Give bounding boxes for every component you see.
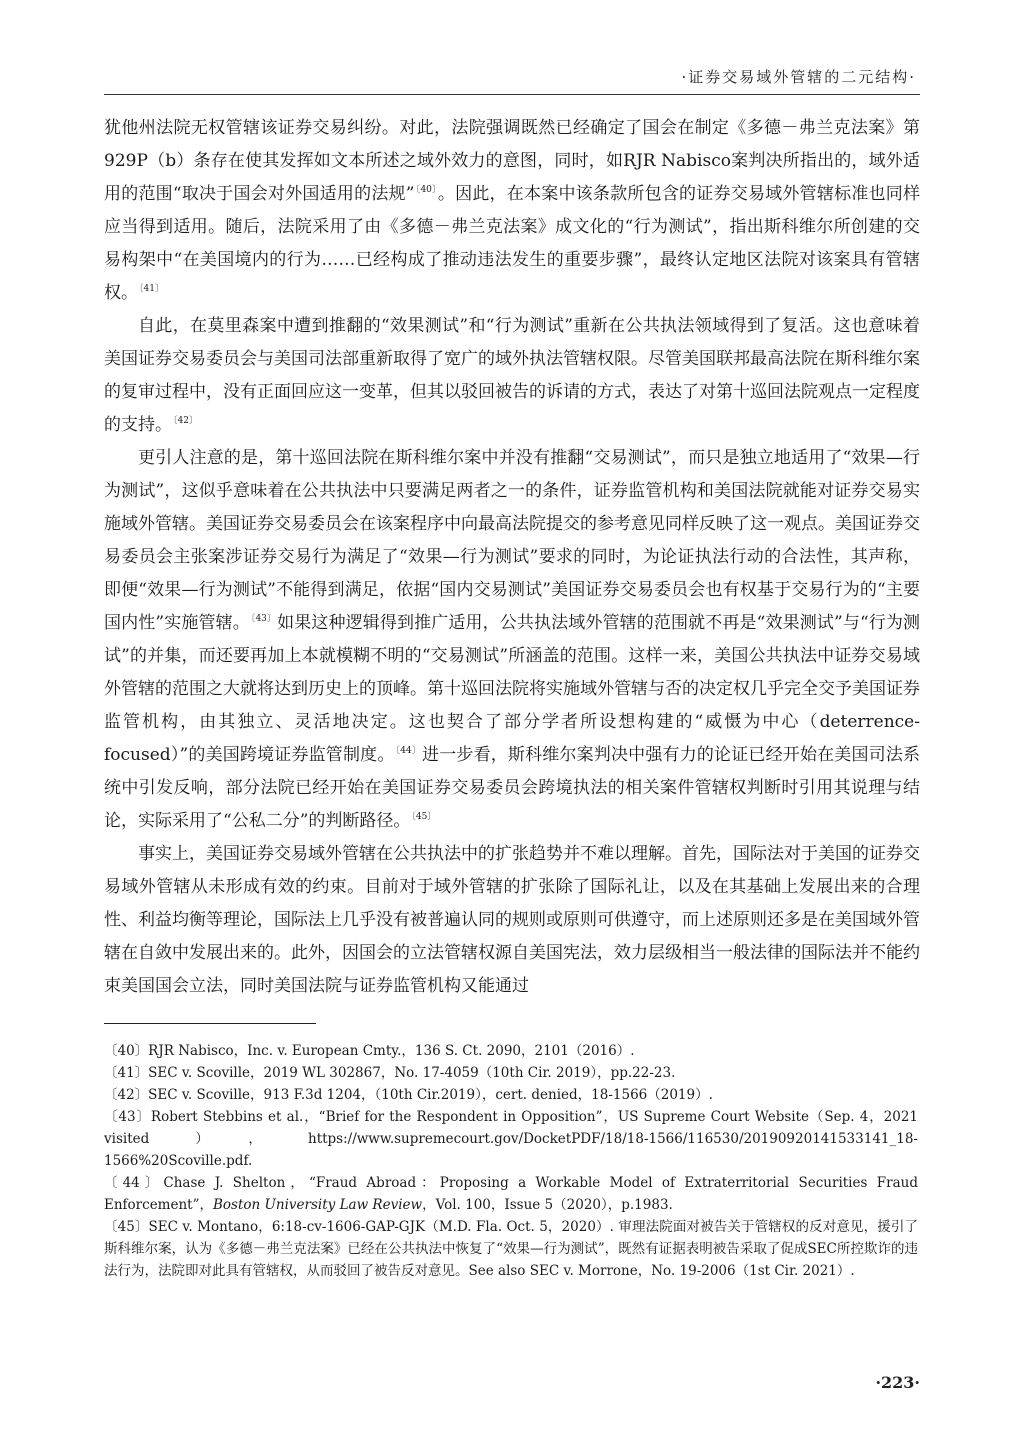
- running-header: [104, 64, 920, 95]
- footnote-ref[interactable]: 〔45〕: [411, 812, 437, 823]
- paragraph: [104, 310, 920, 442]
- paragraph-text: 进一步看，斯科维尔案判决中强有力的论证已经开始在美国司法系统中引发反响，部分法院已经开始在美国证券交易委员会跨境执法的相关案件管辖权判断时引用其说理与结论，实际采用了“公私二分”的判断路径。: [104, 745, 921, 831]
- paragraph-text: 事实上，美国证券交易域外管辖在公共执法中的扩张趋势并不难以理解。首先，国际法对于美国的证券交易域外管辖从未形成有效的约束。目前对于域外管辖的扩张除了国际礼让，以及在其基础上发展出来的合理性、利益均衡等理论，国际法上几乎没有被普遍认同的规则或原则可供遵守，而上述原则还多是在美国域外管辖在自敛中发展出来的。此外，因国会的立法管辖权源自美国宪法，效力层级相当一般法律的国际法并不能约束美国国会立法，同时美国法院与证券监管机构又能通过: [104, 844, 920, 996]
- footnote-ref[interactable]: 〔40〕: [415, 185, 437, 196]
- running-header-title: ·证券交易域外管辖的二元结构·: [681, 68, 916, 86]
- paragraph-text: 自此，在莫里森案中遭到推翻的“效果测试”和“行为测试”重新在公共执法领域得到了复活。这也意味着美国证券交易委员会与美国司法部重新取得了宽广的域外执法管辖权限。尽管美国联邦最高法院在斯科维尔案的复审过程中，没有正面回应这一变革，但其以驳回被告的诉请的方式，表达了对第十巡回法院观点一定程度的支持。: [104, 316, 920, 435]
- footnote-text: ，Vol. 100，Issue 5（2020），p.1983.: [422, 1197, 673, 1213]
- footnote-42: 〔42〕SEC v. Scoville，913 F.3d 1204，（10th Cir.2019），cert. denied，18-1566（2019）.: [104, 1087, 713, 1103]
- footnote-40: 〔40〕RJR Nabisco，Inc. v. European Cmty.，136 S. Ct. 2090，2101（2016）.: [104, 1043, 635, 1059]
- paragraph-text: 犹他州法院无权管辖该证券交易纠纷。对此，法院强调既然已经确定了国会在制定《多德－弗兰克法案》第929P（b）条存在使其发挥如文本所述之域外效力的意图，同时，如RJR Nabisco案判决所指出的，域外适用的范围“取决于国会对外国适用的法规”: [104, 118, 920, 204]
- footnote-ref[interactable]: 〔44〕: [395, 746, 422, 757]
- footnote-43: 〔43〕Robert Stebbins et al.，“Brief for the Respondent in Opposition”，US Supreme Court Website（Sep. 4，2021 visited），https://www.supremecourt.gov/DocketPDF/18/18-1566/116530/20190920141533141_18-1566%20Scoville.pdf.: [104, 1109, 918, 1169]
- paragraph: [104, 838, 920, 1003]
- footnote-text: 〔44〕Chase J. Shelton，“Fraud Abroad：Proposing a Workable Model of Extraterritorial Securities Fraud Enforcement”，: [104, 1175, 918, 1213]
- footnote-44: [104, 1172, 918, 1216]
- footnotes: [104, 1040, 918, 1282]
- footnote-ref[interactable]: 〔43〕: [250, 614, 277, 625]
- footnote-ref[interactable]: 〔41〕: [139, 284, 164, 295]
- journal-title: Boston University Law Review: [213, 1197, 423, 1213]
- paragraph-text: 。因此，在本案中该条款所包含的证券交易域外管辖标准也同样应当得到适用。随后，法院采用了由《多德－弗兰克法案》成文化的“行为测试”，指出斯科维尔所创建的交易构架中“在美国境内的行为……已经构成了推动违法发生的重要步骤”，最终认定地区法院对该案具有管辖权。: [104, 184, 921, 303]
- page-number: ·223·: [875, 1373, 920, 1392]
- paragraph: [104, 112, 920, 310]
- paragraph-text: 更引人注意的是，第十巡回法院在斯科维尔案中并没有推翻“交易测试”，而只是独立地适用了“效果—行为测试”，这似乎意味着在公共执法中只要满足两者之一的条件，证券监管机构和美国法院就能对证券交易实施域外管辖。美国证券交易委员会在该案程序中向最高法院提交的参考意见同样反映了这一观点。美国证券交易委员会主张案涉证券交易行为满足了“效果—行为测试”要求的同时，为论证执法行动的合法性，其声称，即便“效果—行为测试”不能得到满足，依据“国内交易测试”美国证券交易委员会也有权基于交易行为的“主要国内性”实施管辖。: [104, 448, 920, 633]
- paragraph-text: 如果这种逻辑得到推广适用，公共执法域外管辖的范围就不再是“效果测试”与“行为测试”的并集，而还要再加上本就模糊不明的“交易测试”所涵盖的范围。这样一来，美国公共执法中证券交易域外管辖的范围之大就将达到历史上的顶峰。第十巡回法院将实施域外管辖与否的决定权几乎完全交予美国证券监管机构，由其独立、灵活地决定。这也契合了部分学者所设想构建的“威慑为中心（deterrence-focused）”的美国跨境证券监管制度。: [104, 613, 921, 765]
- footnote-45: 〔45〕SEC v. Montano，6:18-cv-1606-GAP-GJK（M.D. Fla. Oct. 5，2020）. 审理法院面对被告关于管辖权的反对意见，援引了斯科维尔案，认为《多德－弗兰克法案》已经在公共执法中恢复了“效果—行为测试”，既然有证据表明被告采取了促成SEC所控欺诈的违法行为，法院即对此具有管辖权，从而驳回了被告反对意见。See also SEC v. Morrone，No. 19-2006（1st Cir. 2021）.: [104, 1219, 918, 1279]
- footnote-41: 〔41〕SEC v. Scoville，2019 WL 302867，No. 17-4059（10th Cir. 2019），pp.22-23.: [104, 1065, 676, 1081]
- paragraph: [104, 442, 920, 838]
- footnote-ref[interactable]: 〔42〕: [173, 416, 198, 427]
- body-text: [104, 112, 920, 1003]
- footnote-divider: [104, 1023, 316, 1024]
